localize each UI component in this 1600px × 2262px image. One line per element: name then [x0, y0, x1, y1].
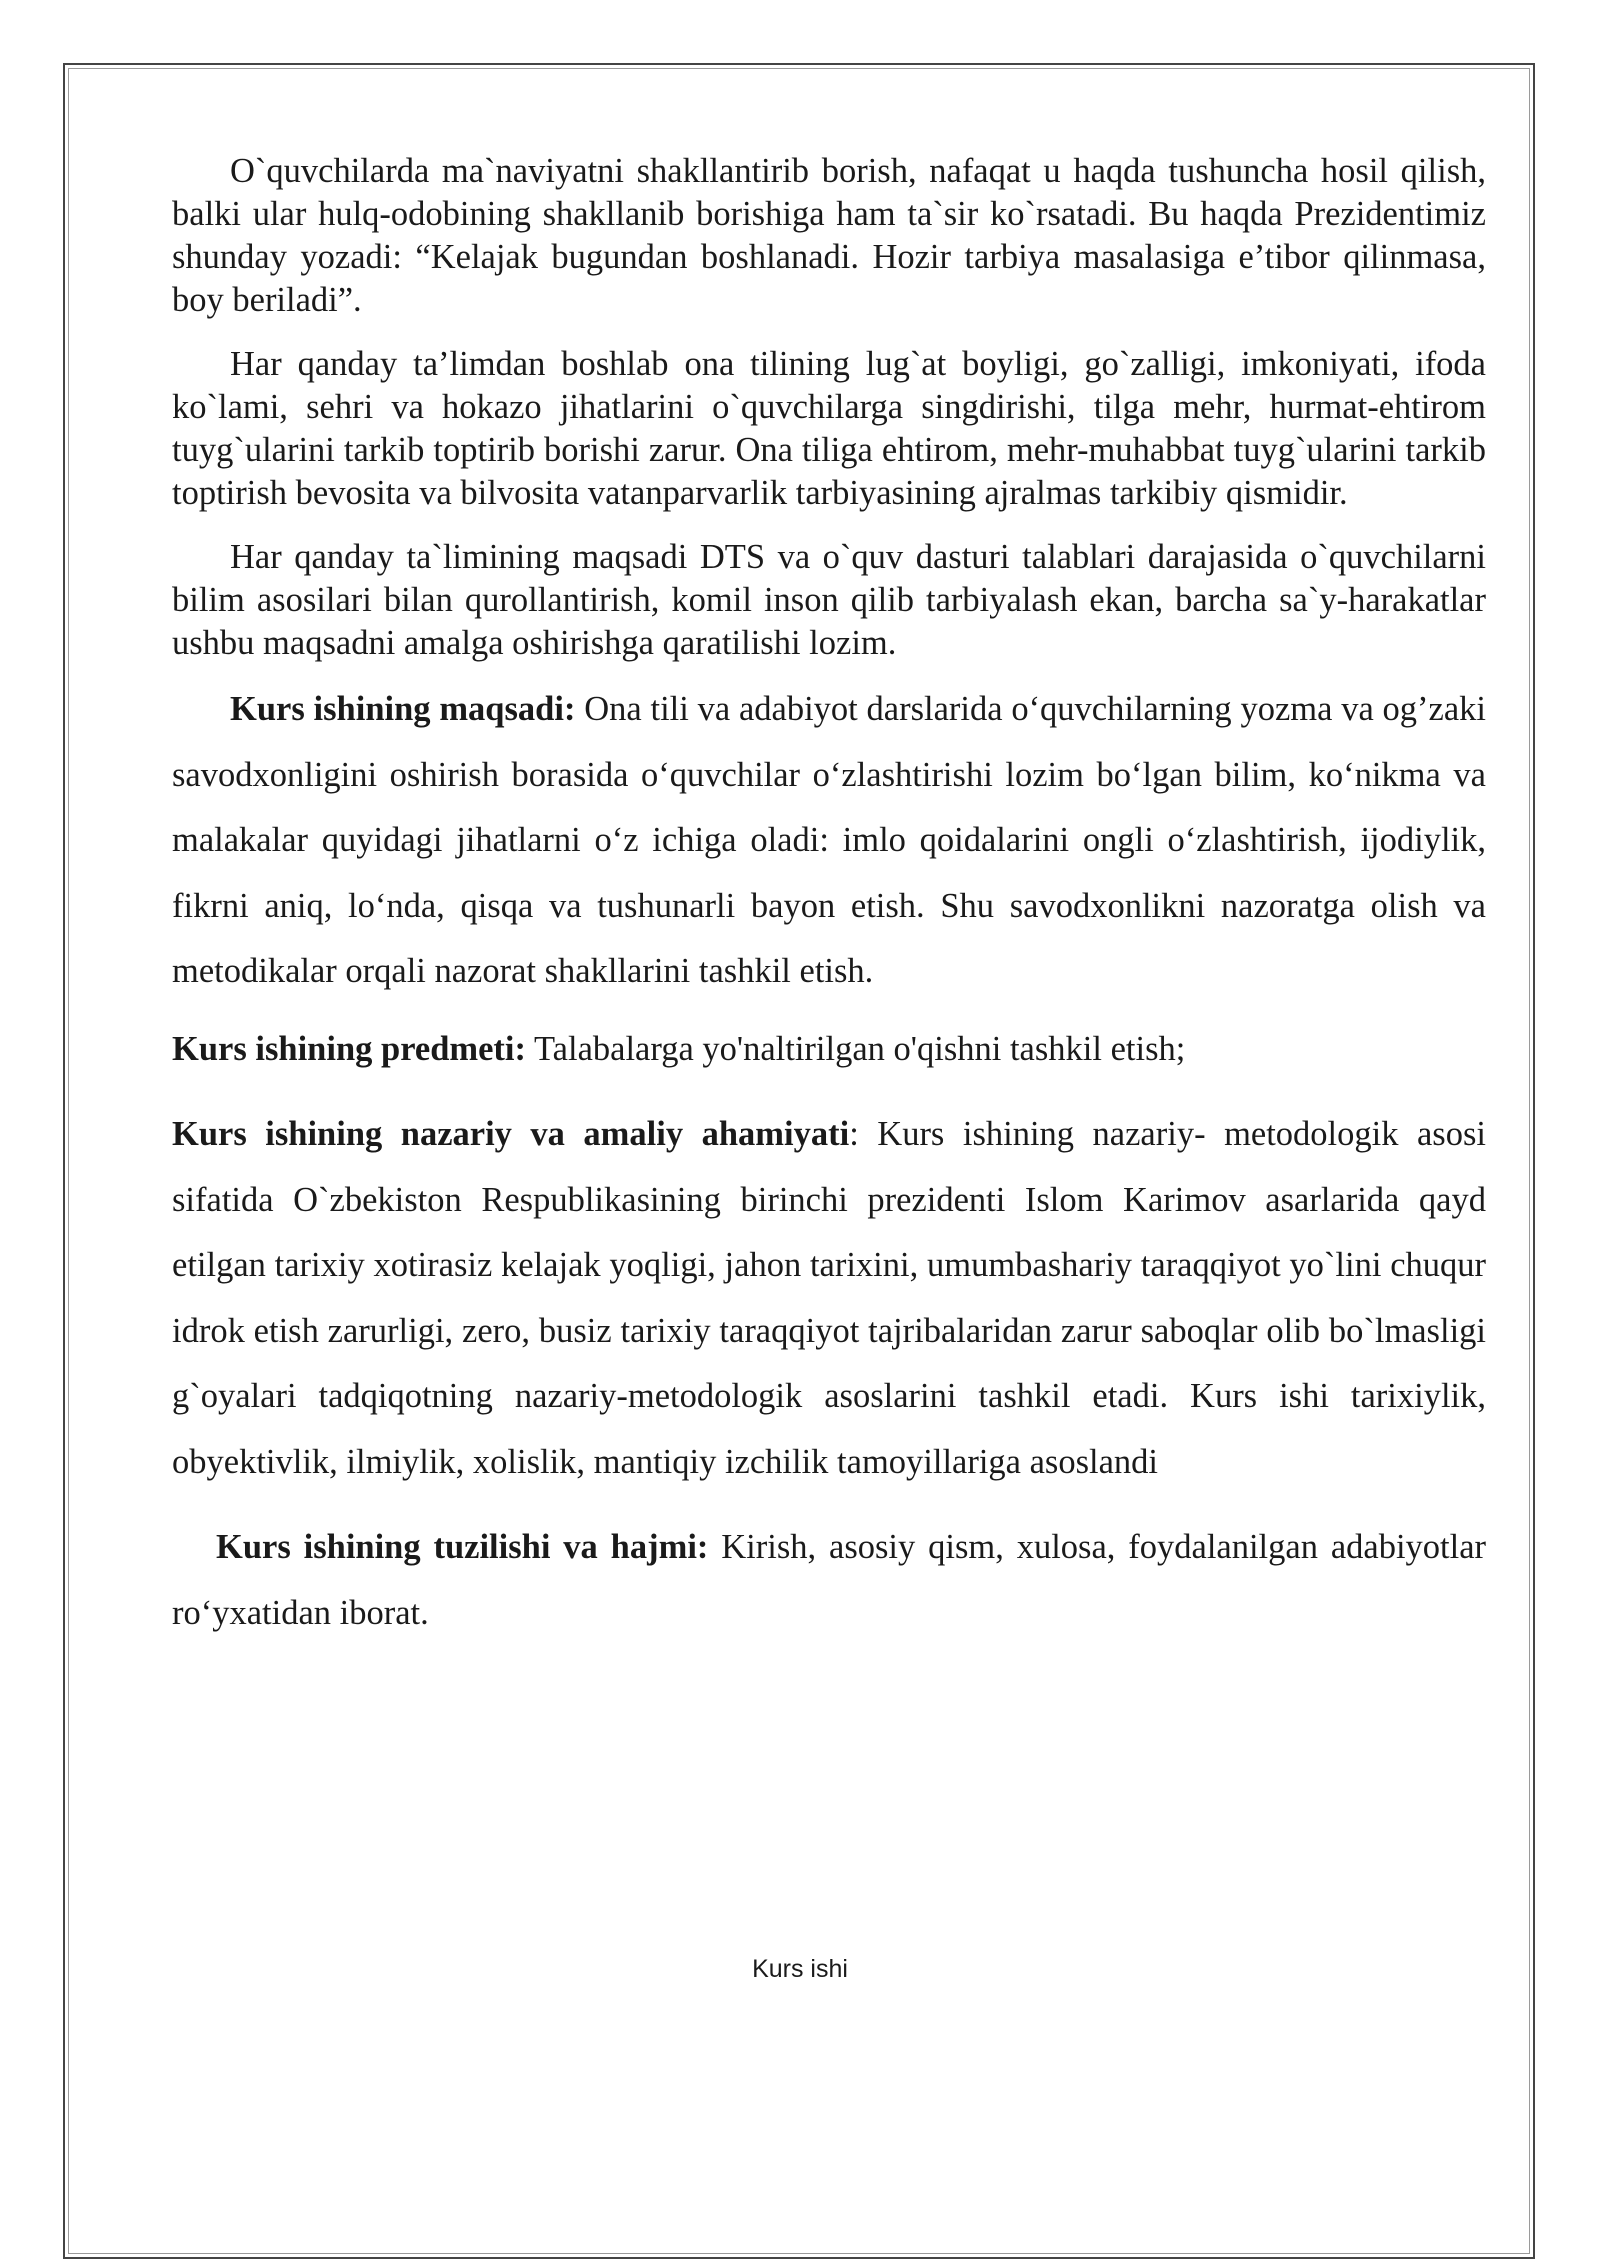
section-ahamiyati-label: Kurs ishining nazariy va amaliy ahamiyati: [172, 1115, 850, 1153]
paragraph-manaviyat: O`quvchilarda ma`naviyatni shakllantirib borish, nafaqat u haqda tushuncha hosil qilish, balki ular hulq-odobining shakllanib borishiga ham ta`sir ko`rsatadi. Bu haqda Prezidentimiz shunday yozadi: “Kelajak bugundan boshlanadi. Hozir tarbiya masalasiga e’tibor qilinmasa, boy beriladi”.: [172, 152, 1486, 319]
section-maqsadi: [172, 677, 1486, 1005]
section-tuzilishi-text: Kirish, asosiy qism, xulosa, foydalanilgan adabiyotlar ro‘yxatidan iborat.: [172, 1528, 1487, 1632]
section-predmeti-text: Talabalarga yo'naltirilgan o'qishni tashkil etish;: [526, 1029, 1186, 1068]
paragraph-talim-maqsadi: Har qanday ta`limining maqsadi DTS va o`quv dasturi talablari darajasida o`quvchilarni bilim asosilari bilan qurollantirish, komil inson qilib tarbiyalash ekan, barcha sa`y-harakatlar ushbu maqsadni amalga oshirishga qaratilishi lozim.: [172, 538, 1486, 662]
section-ahamiyati: [172, 1102, 1486, 1495]
section-predmeti: [172, 1017, 1486, 1083]
section-maqsadi-label: Kurs ishining maqsadi:: [230, 690, 576, 728]
page-footer: Kurs ishi: [752, 1955, 848, 1983]
paragraph-ona-tili: Har qanday ta’limdan boshlab ona tilining lug`at boyligi, go`zalligi, imkoniyati, ifoda ko`lami, sehri va hokazo jihatlarini o`quvchilarga singdirishi, tilga mehr, hurmat-ehtirom tuyg`ularini tarkib toptirib borishi zarur. Ona tiliga ehtirom, mehr-muhabbat tuyg`ularini tarkib toptirish bevosita va bilvosita vatanparvarlik tarbiyasining ajralmas tarkibiy qismidir.: [172, 345, 1486, 512]
section-predmeti-label: Kurs ishining predmeti:: [172, 1029, 526, 1068]
section-tuzilishi-label: Kurs ishining tuzilishi va hajmi:: [216, 1528, 709, 1566]
document-body: [172, 150, 1486, 1646]
section-maqsadi-text: Ona tili va adabiyot darslarida o‘quvchilarning yozma va og’zaki savodxonligini oshirish borasida o‘quvchilar o‘zlashtirishi lozim bo‘lgan bilim, ko‘nikma va malakalar quyidagi jihatlarni o‘z ichiga oladi: imlo qoidalarini ongli o‘zlashtirish, ijodiylik, fikrni aniq, lo‘nda, qisqa va tushunarli bayon etish. Shu savodxonlikni nazoratga olish va metodikalar orqali nazorat shakllarini tashkil etish.: [172, 690, 1486, 990]
section-ahamiyati-text: : Kurs ishining nazariy- metodologik asosi sifatida O`zbekiston Respublikasining birinchi prezidenti Islom Karimov asarlarida qayd etilgan tarixiy xotirasiz kelajak yoqligi, jahon tarixini, umumbashariy taraqqiyot yo`lini chuqur idrok etish zarurligi, zero, busiz tarixiy taraqqiyot tajribalaridan zarur saboqlar olib bo`lmasligi g`oyalari tadqiqotning nazariy-metodologik asoslarini tashkil etadi. Kurs ishi tarixiylik, obyektivlik, ilmiylik, xolislik, mantiqiy izchilik tamoyillariga asoslandi: [172, 1115, 1486, 1481]
section-tuzilishi: [172, 1515, 1486, 1646]
